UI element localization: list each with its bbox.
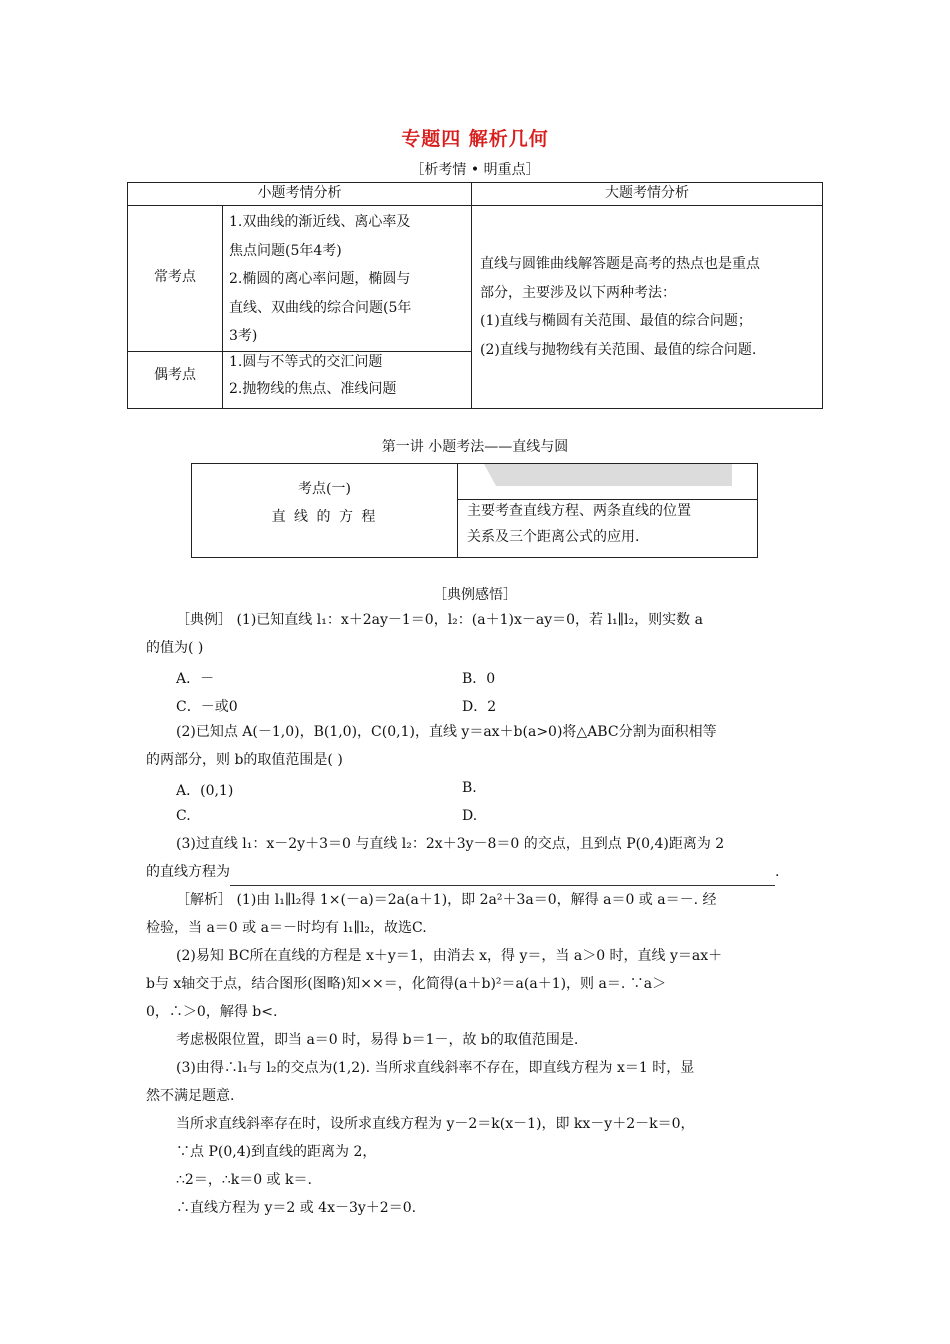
row-common-line: 2.椭圆的离心率问题，椭圆与 xyxy=(229,271,411,287)
s2-line1: (2)易知 BC所在直线的方程是 x＋y＝1，由消去 x，得 y＝，当 a＞0 时，直线 y＝ax＋ xyxy=(176,948,723,964)
s3-line3: 当所求直线斜率存在时，设所求直线方程为 y－2＝k(x－1)，即 kx－y＋2－k＝0， xyxy=(176,1116,695,1132)
q2-option-c: C. xyxy=(176,808,191,824)
q3-line2-end: . xyxy=(775,864,780,880)
s3-line6: ∴直线方程为 y＝2 或 4x－3y＋2＝0. xyxy=(176,1200,417,1216)
q3-line2 xyxy=(146,858,810,886)
row-common-line: 焦点问题(5年4考) xyxy=(229,242,342,259)
exam-point-name: 直 线 的 方 程 xyxy=(271,509,378,525)
row-common-label: 常考点 xyxy=(154,269,196,285)
row-common-line: 直线、双曲线的综合问题(5年 xyxy=(229,299,412,316)
row-occasional-content xyxy=(229,349,469,403)
lecture-heading: 第一讲 小题考法——直线与圆 xyxy=(381,439,569,455)
s1-line2: 检验，当 a＝0 或 a＝－时均有 l₁∥l₂，故选C. xyxy=(146,920,427,936)
s2-line4: 考虑极限位置，即当 a＝0 时，易得 b＝1－，故 b的取值范围是. xyxy=(176,1032,579,1048)
exam-point-label: 考点(一) xyxy=(298,481,351,497)
q1-line1: ［典例］ (1)已知直线 l₁：x＋2ay－1＝0，l₂：(a＋1)x－ay＝0，若 l₁∥l₂，则实数 a xyxy=(176,612,703,628)
q2-option-a: A．(0,1) xyxy=(176,783,234,799)
s3-line5: ∴2＝，∴k＝0 或 k＝. xyxy=(176,1172,312,1188)
row-common-content xyxy=(229,208,469,351)
s1-line1: ［解析］ (1)由 l₁∥l₂得 1×(－a)＝2a(a＋1)，即 2a²＋3a＝0，解得 a＝0 或 a＝－. 经 xyxy=(176,892,717,908)
q1-option-c: C．－或0 xyxy=(176,699,238,715)
q2-line1: (2)已知点 A(－1,0)，B(1,0)，C(0,1)，直线 y＝ax＋b(a>0)将△ABC分割为面积相等 xyxy=(176,724,717,740)
big-analysis-line: 直线与圆锥曲线解答题是高考的热点也是重点 xyxy=(480,256,760,272)
q3-line1: (3)过直线 l₁：x－2y＋3＝0 与直线 l₂：2x＋3y－8＝0 的交点，且到点 P(0,4)距离为 2 xyxy=(176,836,725,852)
answer-blank xyxy=(230,869,775,886)
big-analysis-line: 部分，主要涉及以下两种考法： xyxy=(480,284,676,301)
page-title: 专题四 解析几何 xyxy=(401,128,549,150)
exam-point-desc xyxy=(467,498,757,550)
q1-option-a: A．－ xyxy=(176,671,215,687)
big-analysis-line: (2)直线与抛物线有关范围、最值的综合问题. xyxy=(480,341,757,358)
row-common-line: 3考) xyxy=(229,328,258,344)
s3-line4: ∵点 P(0,4)到直线的距离为 2， xyxy=(176,1144,377,1160)
page-subtitle: ［析考情 • 明重点］ xyxy=(410,162,540,178)
s3-line1: (3)由得∴l₁与 l₂的交点为(1,2). 当所求直线斜率不存在，即直线方程为 x＝1 时，显 xyxy=(176,1060,695,1076)
exam-point-desc-line: 主要考查直线方程、两条直线的位置 xyxy=(467,503,691,519)
big-analysis-content xyxy=(480,250,820,364)
row-common-line: 1.双曲线的渐近线、离心率及 xyxy=(229,214,411,230)
q2-option-d: D. xyxy=(462,808,478,824)
decorative-banner xyxy=(484,464,732,486)
q2-line2: 的两部分，则 b的取值范围是( ) xyxy=(146,752,343,768)
q3-line2-text: 的直线方程为 xyxy=(146,864,230,880)
header-big-analysis: 大题考情分析 xyxy=(605,185,689,201)
header-small-analysis: 小题考情分析 xyxy=(257,185,342,201)
q2-option-b: B. xyxy=(462,780,477,796)
row-occasional-line: 1.圆与不等式的交汇问题 xyxy=(229,354,383,370)
row-occasional-line: 2.抛物线的焦点、准线问题 xyxy=(229,381,397,397)
big-analysis-line: (1)直线与椭圆有关范围、最值的综合问题； xyxy=(480,313,752,329)
analysis-table xyxy=(127,182,823,409)
exam-point-desc-line: 关系及三个距离公式的应用. xyxy=(467,529,640,545)
row-occasional-label: 偶考点 xyxy=(154,367,196,383)
q1-option-d: D．2 xyxy=(462,699,497,715)
s2-line2: b与 x轴交于点，结合图形(图略)知××＝，化简得(a＋b)²＝a(a＋1)，则 a＝. ∵a＞ xyxy=(146,976,667,992)
q1-line2: 的值为( ) xyxy=(146,640,204,656)
s3-line2: 然不满足题意. xyxy=(146,1088,235,1104)
s2-line3: 0，∴＞0，解得 b<. xyxy=(146,1004,278,1020)
q1-option-b: B．0 xyxy=(462,671,496,687)
section-label: ［典例感悟］ xyxy=(433,587,517,603)
